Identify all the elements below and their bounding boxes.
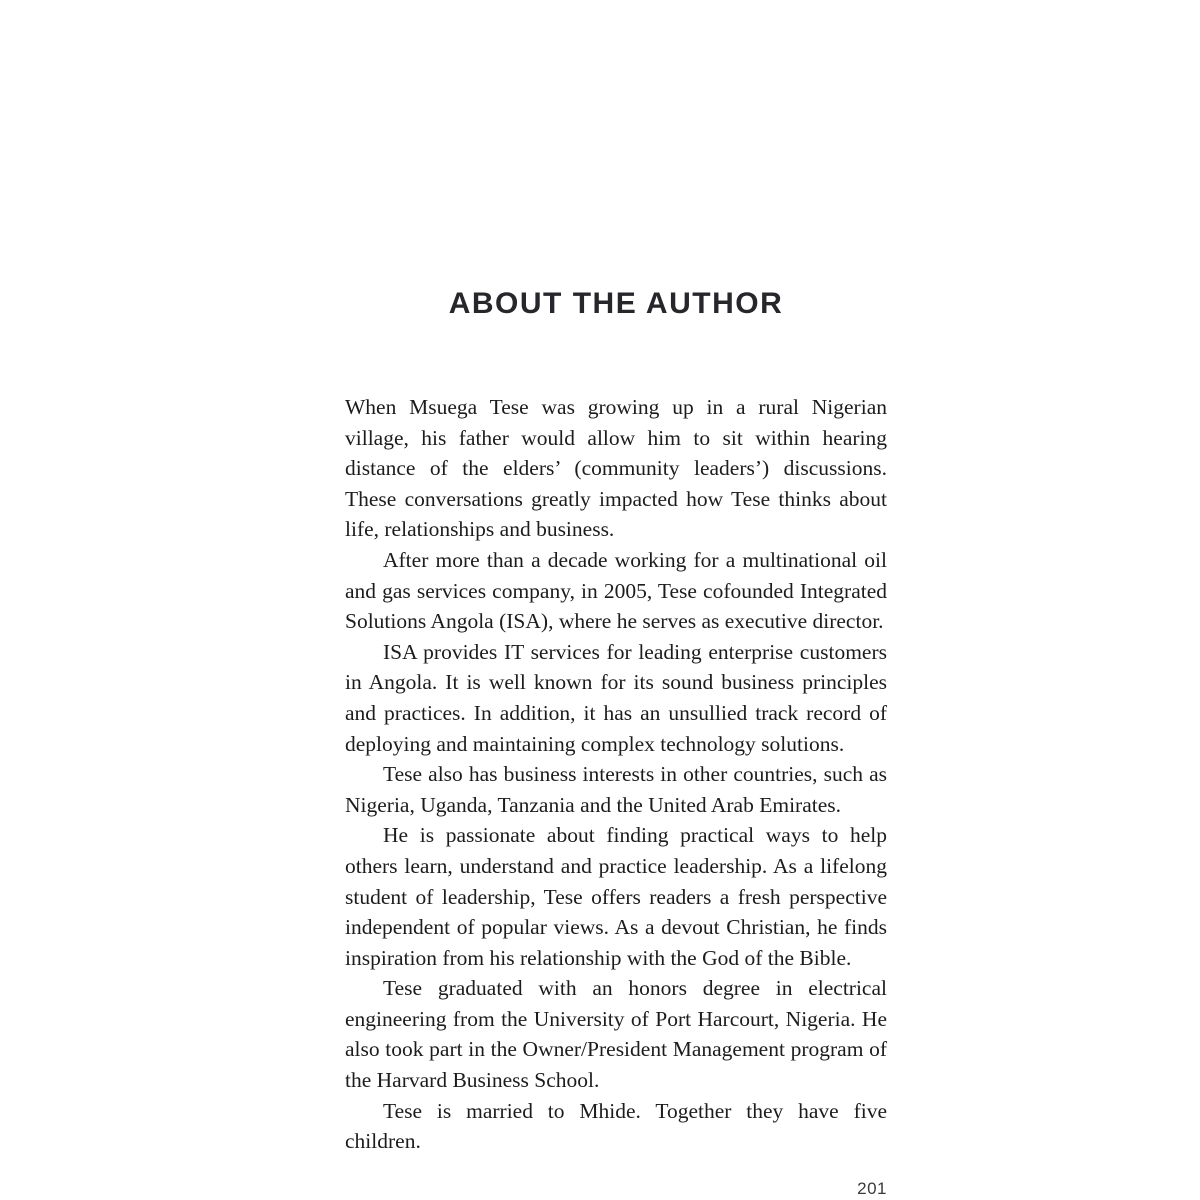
paragraph-career: After more than a decade working for a multinational oil and gas services company, in 2005, Tese cofounded Integrated Solutions Angola (ISA), where he serves as executive director.: [345, 547, 887, 634]
text-column: [345, 288, 887, 1199]
paragraph-intro: When Msuega Tese was growing up in a rural Nigerian village, his father would allow him to sit within hearing distance of the elders’ (community leaders’) discussions. These conversations greatly impacted how Tese thinks about life, relationships and business.: [345, 395, 887, 542]
page-title: ABOUT THE AUTHOR: [448, 287, 784, 320]
paragraph-leadership: He is passionate about finding practical ways to help others learn, understand and practice leadership. As a lifelong student of leadership, Tese offers readers a fresh perspective independent of popular views. As a devout Christian, he finds inspiration from his relationship with the God of the Bible.: [345, 823, 887, 970]
paragraph-family: Tese is married to Mhide. Together they have five children.: [345, 1098, 887, 1154]
paragraph-business-interests: Tese also has business interests in other countries, such as Nigeria, Uganda, Tanzania and the United Arab Emirates.: [345, 762, 887, 817]
paragraph-isa: ISA provides IT services for leading enterprise customers in Angola. It is well known for its sound business principles and practices. In addition, it has an unsullied track record of deploying and maintaining complex technology solutions.: [345, 639, 887, 756]
page-number: 201: [857, 1178, 887, 1198]
paragraph-education: Tese graduated with an honors degree in electrical engineering from the University of Port Harcourt, Nigeria. He also took part in the Owner/President Management program of the Harvard Business School.: [345, 976, 887, 1093]
